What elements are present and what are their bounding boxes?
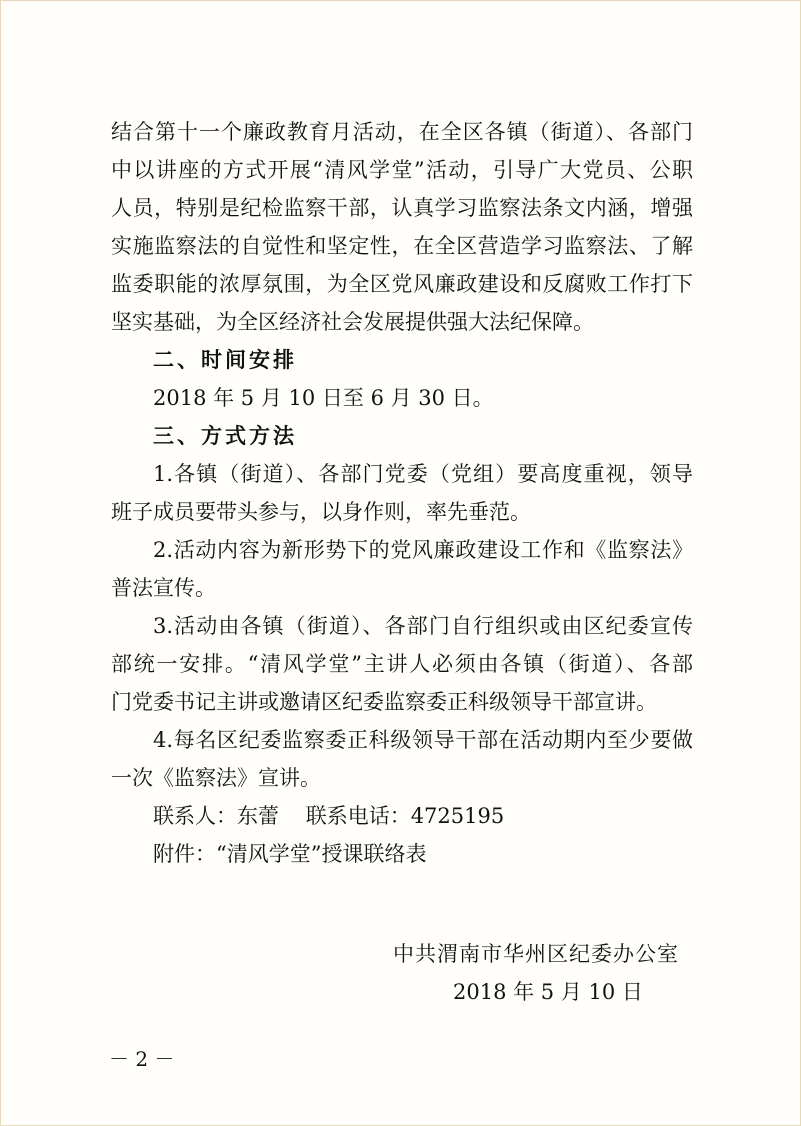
body-line: 中以讲座的方式开展“清风学堂”活动，引导广大党员、公职	[111, 158, 693, 182]
body-line: 监委职能的浓厚氛围，为全区党风廉政建设和反腐败工作打下	[111, 272, 693, 296]
body-line: 人员，特别是纪检监察干部，认真学习监察法条文内涵，增强	[111, 196, 693, 220]
method-line: 班子成员要带头参与，以身作则，率先垂范。	[111, 500, 531, 524]
method-line: 4.每名区纪委监察委正科级领导干部在活动期内至少要做	[153, 728, 693, 752]
attachment-note: 附件：“清风学堂”授课联络表	[153, 842, 427, 866]
section-heading: 二、时间安排	[153, 348, 297, 372]
method-line: 一次《监察法》宣讲。	[111, 766, 321, 790]
method-line: 1.各镇（街道）、各部门党委（党组）要高度重视，领导	[153, 462, 693, 486]
body-line: 实施监察法的自觉性和坚定性，在全区营造学习监察法、了解	[111, 234, 693, 258]
signature-date: 2018 年 5 月 10 日	[453, 980, 643, 1004]
schedule-text: 2018 年 5 月 10 日至 6 月 30 日。	[153, 386, 494, 410]
signature-org: 中共渭南市华州区纪委办公室	[393, 942, 679, 966]
method-line: 部统一安排。“清风学堂”主讲人必须由各镇（街道）、各部	[111, 652, 693, 676]
method-line: 门党委书记主讲或邀请区纪委监察委正科级领导干部宣讲。	[111, 690, 657, 714]
method-line: 普法宣传。	[111, 576, 216, 600]
contact-info: 联系人：东蕾 联系电话：4725195	[153, 804, 505, 828]
section-heading: 三、方式方法	[153, 424, 297, 448]
method-line: 2.活动内容为新形势下的党风廉政建设工作和《监察法》	[153, 538, 693, 562]
body-line: 坚实基础，为全区经济社会发展提供强大法纪保障。	[111, 310, 594, 334]
page-number: － 2 －	[109, 1047, 175, 1071]
method-line: 3.活动由各镇（街道）、各部门自行组织或由区纪委宣传	[153, 614, 693, 638]
body-line: 结合第十一个廉政教育月活动，在全区各镇（街道）、各部门	[111, 120, 693, 144]
